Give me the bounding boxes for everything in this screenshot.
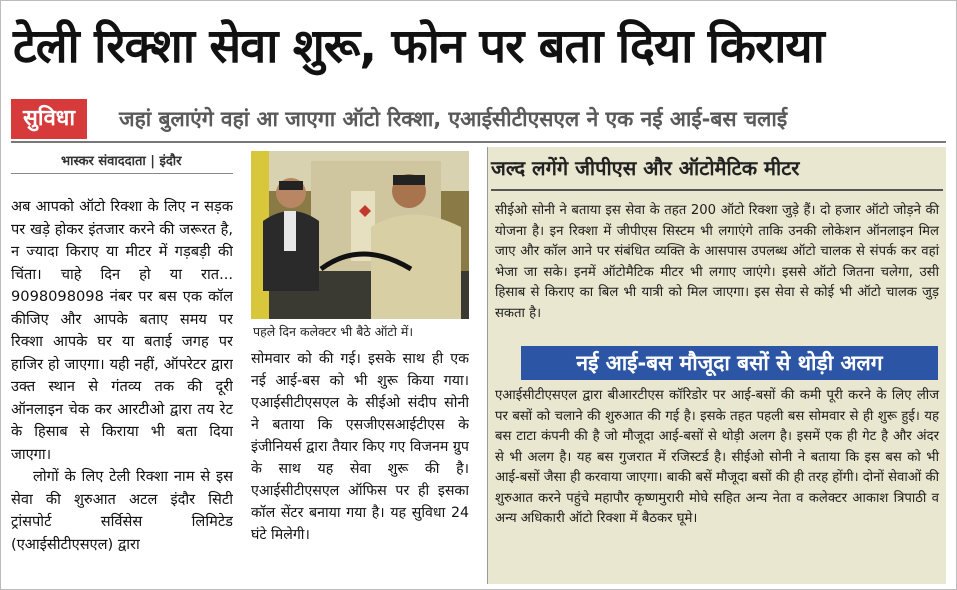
article-paragraph: सोमवार को की गई। इसके साथ ही एक नई आई-बस को भी शुरू किया गया। एआईसीटीएसएल के सीईओ संदीप सोनी ने बताया कि एसजीएसआईटीएस के इंजीनियर्स द्वारा तैयार किए गए विजनम ग्रुप के साथ यह सेवा शुरू की है। एआईसीटीएसएल ऑफिस पर ही इसका कॉल सेंटर बनाया गया है। यह सुविधा 24 घंटे मिलेगी। <box>251 351 469 543</box>
divider <box>491 189 943 191</box>
section-tag: सुविधा <box>11 99 87 139</box>
byline: भास्कर संवाददाता | इंदौर <box>61 154 182 169</box>
news-photo <box>251 151 469 319</box>
subheadline: जहां बुलाएंगे वहां आ जाएगा ऑटो रिक्शा, एआईसीटीएसएल ने एक नई आई-बस चलाई <box>119 107 788 131</box>
auto-rickshaw-photo <box>251 151 469 319</box>
article-column-2 <box>251 348 469 583</box>
headline: टेली रिक्शा सेवा शुरू, फोन पर बता दिया किराया <box>13 19 824 74</box>
divider <box>11 141 946 143</box>
article-paragraph: लोगों के लिए टेली रिक्शा नाम से इस सेवा की शुरुआत अटल इंदौर सिटी ट्रांसपोर्ट सर्विसेस लिमिटेड (एआईसीटीएसएल) द्वारा <box>11 468 233 553</box>
sidebar-banner: नई आई-बस मौजूदा बसों से थोड़ी अलग <box>521 346 938 380</box>
sidebar-paragraph: एआईसीटीएसएल द्वारा बीआरटीएस कॉरिडोर पर आई-बसों की कमी पूरी करने के लिए लीज पर बसों को चलाने की शुरुआत की गई है। इसके तहत पहली बस सोमवार से ही शुरू हुई। यह बस टाटा कंपनी की है जो मौजूदा आई-बसों से थोड़ी अलग है। इसमें एक ही गेट है और अंदर से भी अलग है। यह बस गुजरात में रजिस्टर्ड है। सीईओ सोनी ने बताया कि इस बस को भी आई-बसों जैसा ही करवाया जाएगा। बाकी बसें मौजूदा बसों की ही तरह होंगी। दोनों सेवाओं की शुरुआत करने पहुंचे महापौर कृष्णमुरारी मोघे सहित अन्य नेता व कलेक्टर आकाश त्रिपाठी व अन्य अधिकारी ऑटो रिक्शा में बैठकर घूमे। <box>495 388 939 526</box>
sidebar-heading: जल्द लगेंगे जीपीएस और ऑटोमैटिक मीटर <box>491 156 800 180</box>
divider <box>11 173 233 174</box>
article-paragraph: अब आपको ऑटो रिक्शा के लिए न सड़क पर खड़े होकर इंतजार करने की जरूरत है, न ज्यादा किराए या मीटर में गड़बड़ी की चिंता। चाहे दिन हो या रात... 9098098098 नंबर पर बस एक कॉल कीजिए और आपके बताए समय पर रिक्शा आपके घर या बताई जगह पर हाजिर हो जाएगा। यही नहीं, ऑपरेटर द्वारा उक्त स्थान से गंतव्य तक की दूरी ऑनलाइन चेक कर आरटीओ द्वारा तय रेट के हिसाब से किराया भी बता दिया जाएगा। <box>11 198 233 463</box>
article-column-1 <box>11 196 233 583</box>
photo-caption: पहले दिन कलेक्टर भी बैठे ऑटो में। <box>253 324 414 339</box>
sidebar-paragraph: सीईओ सोनी ने बताया इस सेवा के तहत 200 ऑटो रिक्शा जुड़े हैं। दो हजार ऑटो जोड़ने की योजना है। इन रिक्शा में जीपीएस सिस्टम भी लगाएंगे ताकि उनकी लोकेशन ऑनलाइन मिल जाए और कॉल आने पर संबंधित व्यक्ति के आसपास उपलब्ध ऑटो चालक से संपर्क कर वहां भेजा जा सके। इनमें ऑटोमैटिक मीटर भी लगाए जाएंगे। इससे ऑटो जितना चलेगा, उसी हिसाब से किराए का बिल भी यात्री को मिल जाएगा। इस सेवा से कोई भी ऑटो चालक जुड़ सकता है। <box>495 203 939 321</box>
